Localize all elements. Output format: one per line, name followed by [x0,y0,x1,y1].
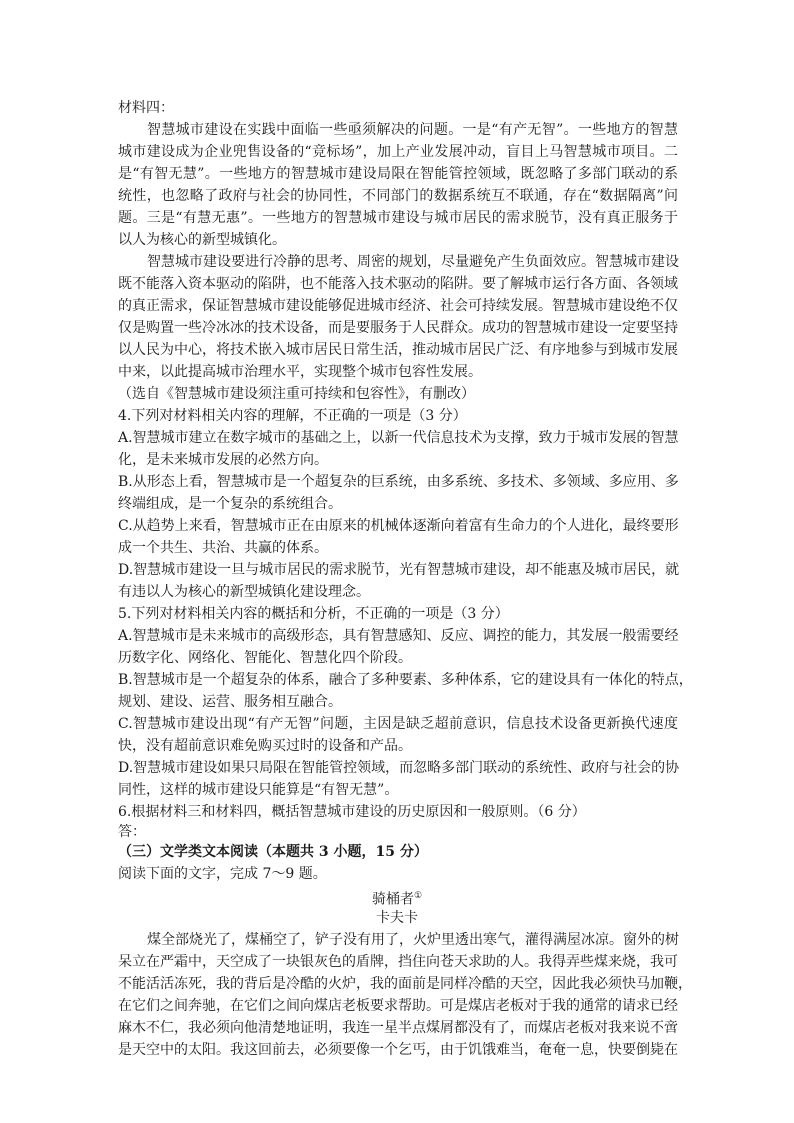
question-4-option-d-cont: 有违以人为核心的新型城镇化建设理念。 [118,584,370,600]
footnote-marker: ① [413,891,423,901]
paragraph-line: 中来，以此提高城市治理水平，实现整个城市包容性发展。 [118,364,482,380]
question-6-answer-label: 答： [118,824,146,840]
story-paragraph-line: 呆立在严霜中，天空成了一块银灰色的盾牌，挡住向苍天求助的人。我得弄些煤来烧，我可 [118,954,678,970]
story-title [0,886,794,910]
question-4-option-c-cont: 成一个共生、共治、共赢的体系。 [118,540,328,556]
question-5-option-c-cont: 快，没有超前意识难免购买过时的设备和产品。 [118,738,412,754]
paragraph-line: 既不能落入资本驱动的陷阱，也不能落入技术驱动的陷阱。要了解城市运行各方面、各领域 [118,276,678,292]
paragraph-line: 仅是购置一些冷冰冰的技术设备，而是要服务于人民群众。成功的智慧城市建设一定要坚持 [118,320,678,336]
paragraph-line: 智慧城市建设在实践中面临一些亟须解决的问题。一是“有产无智”。一些地方的智慧 [147,122,678,138]
question-4-option-d: D.智慧城市建设一旦与城市居民的需求脱节，光有智慧城市建设，却不能惠及城市居民，就 [118,562,680,578]
story-paragraph-line: 在它们之间奔驰，在它们之间向煤店老板要求帮助。可是煤店老板对于我的通常的请求已经 [118,998,678,1014]
section-3-heading: （三）文学类文本阅读（本题共 3 小题，15 分） [118,844,428,860]
question-5-stem: 5.下列对材料相关内容的概括和分析，不正确的一项是（3 分） [118,606,509,622]
paragraph-line: 统性，也忽略了政府与社会的协同性，不同部门的数据系统互不联通，存在“数据隔离”问 [118,188,678,204]
question-4-option-a: A.智慧城市建立在数字城市的基础之上，以新一代信息技术为支撑，致力于城市发展的智慧 [118,430,679,446]
paragraph-line: 城市建设成为企业兜售设备的“竞标场”，加上产业发展冲动，盲目上马智慧城市项目。二 [118,144,678,160]
paragraph-line: 的真正需求，保证智慧城市建设能够促进城市经济、社会可持续发展。智慧城市建设绝不仅 [118,298,678,314]
question-5-option-b-cont: 规划、建设、运营、服务相互融合。 [118,694,342,710]
paragraph-line: 智慧城市建设要进行冷静的思考、周密的规划，尽量避免产生负面效应。智慧城市建设 [147,254,679,270]
story-title-text: 骑桶者 [371,891,414,908]
question-4-option-a-cont: 化，是未来城市发展的必然方向。 [118,452,328,468]
question-5-option-a: A.智慧城市是未来城市的高级形态，具有智慧感知、反应、调控的能力，其发展一般需要经 [118,628,679,644]
question-5-option-b: B.智慧城市是一个超复杂的体系，融合了多种要素、多种体系，它的建设具有一体化的特点， [118,672,693,688]
material4-heading: 材料四： [118,100,174,116]
story-paragraph-line: 麻木不仁，我必须向他清楚地证明，我连一星半点煤屑都没有了，而煤店老板对我来说不啻 [118,1020,678,1036]
question-6-stem: 6.根据材料三和材料四，概括智慧城市建设的历史原因和一般原则。（6 分） [118,804,586,820]
story-paragraph-line: 不能活活冻死，我的背后是冷酷的火炉，我的面前是同样冷酷的天空，因此我必须快马加鞭， [118,976,692,992]
question-5-option-d-cont: 同性，这样的城市建设只能算是“有智无慧”。 [118,782,399,798]
question-5-option-c: C.智慧城市建设出现“有产无智”问题，主因是缺乏超前意识，信息技术设备更新换代速度 [118,716,678,732]
question-5-option-a-cont: 历数字化、网络化、智能化、智慧化四个阶段。 [118,650,412,666]
question-4-option-b-cont: 终端组成，是一个复杂的系统组合。 [118,496,342,512]
question-5-option-d: D.智慧城市建设如果只局限在智能管控领域，而忽略多部门联动的系统性、政府与社会的协 [118,760,680,776]
story-author: 卡夫卡 [376,910,418,926]
paragraph-line: 题。三是“有慧无惠”。一些地方的智慧城市建设与城市居民的需求脱节，没有真正服务于 [118,210,678,226]
question-4-option-b: B.从形态上看，智慧城市是一个超复杂的巨系统，由多系统、多技术、多领域、多应用、多 [118,474,679,490]
paragraph-line: 以人为核心的新型城镇化。 [118,232,286,248]
question-4-stem: 4.下列对材料相关内容的理解，不正确的一项是（3 分） [118,408,467,424]
question-4-option-c: C.从趋势上来看，智慧城市正在由原来的机械体逐渐向着富有生命力的个人进化，最终要形 [118,518,679,534]
story-paragraph-line: 煤全部烧光了，煤桶空了，铲子没有用了，火炉里透出寒气，灌得满屋冰凉。窗外的树 [147,932,679,948]
paragraph-line: 以人民为中心，将技术嵌入城市居民日常生活，推动城市居民广泛、有序地参与到城市发展 [118,342,678,358]
section-3-instruction: 阅读下面的文字，完成 7～9 题。 [118,866,327,882]
story-paragraph-line: 是天空中的太阳。我这回前去，必须要像一个乞丐，由于饥饿难当，奄奄一息，快要倒毙在 [118,1042,678,1058]
source-citation: （选自《智慧城市建设须注重可持续和包容性》，有删改） [118,386,475,402]
paragraph-line: 是“有智无慧”。一些地方的智慧城市建设局限在智能管控领域，既忽略了多部门联动的系 [118,166,678,182]
